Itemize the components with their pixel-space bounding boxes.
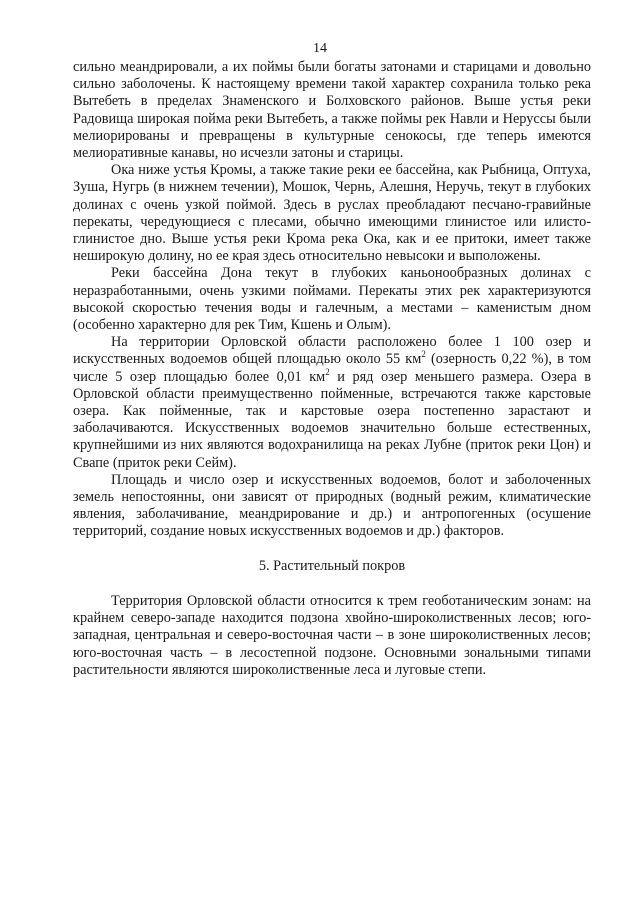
- section-heading: 5. Растительный покров: [258, 557, 406, 574]
- paragraph-lakes: [73, 334, 591, 472]
- lakes-text-part-1: На территории Орловской области расположено более 1 100 озер и искусственных водоемов общей площадью около 55 км: [73, 334, 591, 368]
- paragraph-continuation: сильно меандрировали, а их поймы были богаты затонами и старицами и довольно сильно заболочены. К настоящему времени такой характер сохранила только река Вытебеть в пределах Знаменского и Болховского районов. Выше устья реки Радовища широкая пойма реки Вытебеть, а также поймы рек Навли и Неруссы были мелиорированы и превращены в культурные сенокосы, где теперь имеются мелиоративные канавы, но исчезли затоны и старицы.: [73, 59, 591, 162]
- page-number: 14: [313, 41, 327, 56]
- document-body: [73, 59, 591, 679]
- paragraph-vegetation: Территория Орловской области относится к трем геоботаническим зонам: на крайнем северо-западе находится подзона хвойно-широколиственных лесов; юго-западная, центральная и северо-восточная части – в зоне широколиственных лесов; юго-восточная часть – в лесостепной подзоне. Основными зональными типами растительности являются широколиственные леса и луговые степи.: [73, 592, 591, 678]
- superscript-squared: 2: [421, 349, 426, 360]
- superscript-squared: 2: [325, 366, 330, 377]
- paragraph-wetlands: Площадь и число озер и искусственных водоемов, болот и заболоченных земель непостоянны, они зависят от природных (водный режим, климатические явления, заболачивание, меандрирование и др.) и антропогенных (осушение территорий, создание новых искусственных водоемов и др.) факторов.: [73, 471, 591, 540]
- paragraph-oka-rivers: Ока ниже устья Кромы, а также такие реки ее бассейна, как Рыбница, Оптуха, Зуша, Нугрь (в нижнем течении), Мошок, Чернь, Алешня, Неручь, текут в глубоких долинах с очень узкой поймой. Здесь в руслах преобладают песчано-гравийные перекаты, чередующиеся с плесами, обычно имеющими глинистое или илисто-глинистое дно. Выше устья реки Крома река Ока, как и ее притоки, имеет также неширокую долину, но ее края здесь относительно невысоки и выположены.: [73, 162, 591, 265]
- lakes-text-part-2: (озерность 0,22 %), в том числе 5 озер площадью более 0,01 км: [73, 351, 591, 385]
- paragraph-don-basin: Реки бассейна Дона текут в глубоких каньонообразных долинах с неразработанными, очень узкими поймами. Перекаты этих рек характеризуются высокой скоростью течения воды и галечным, а местами – каменистым дном (особенно характерно для рек Тим, Кшень и Олым).: [73, 265, 591, 334]
- lakes-text-part-3: и ряд озер меньшего размера. Озера в Орловской области преимущественно пойменные, встречаются также карстовые озера. Как пойменные, так и карстовые озера постепенно зарастают и заболачиваются. Искусственных водоемов значительно больше естественных, крупнейшими из них являются водохранилища на реках Лубне (приток реки Цон) и Свапе (приток реки Сейм).: [73, 368, 592, 471]
